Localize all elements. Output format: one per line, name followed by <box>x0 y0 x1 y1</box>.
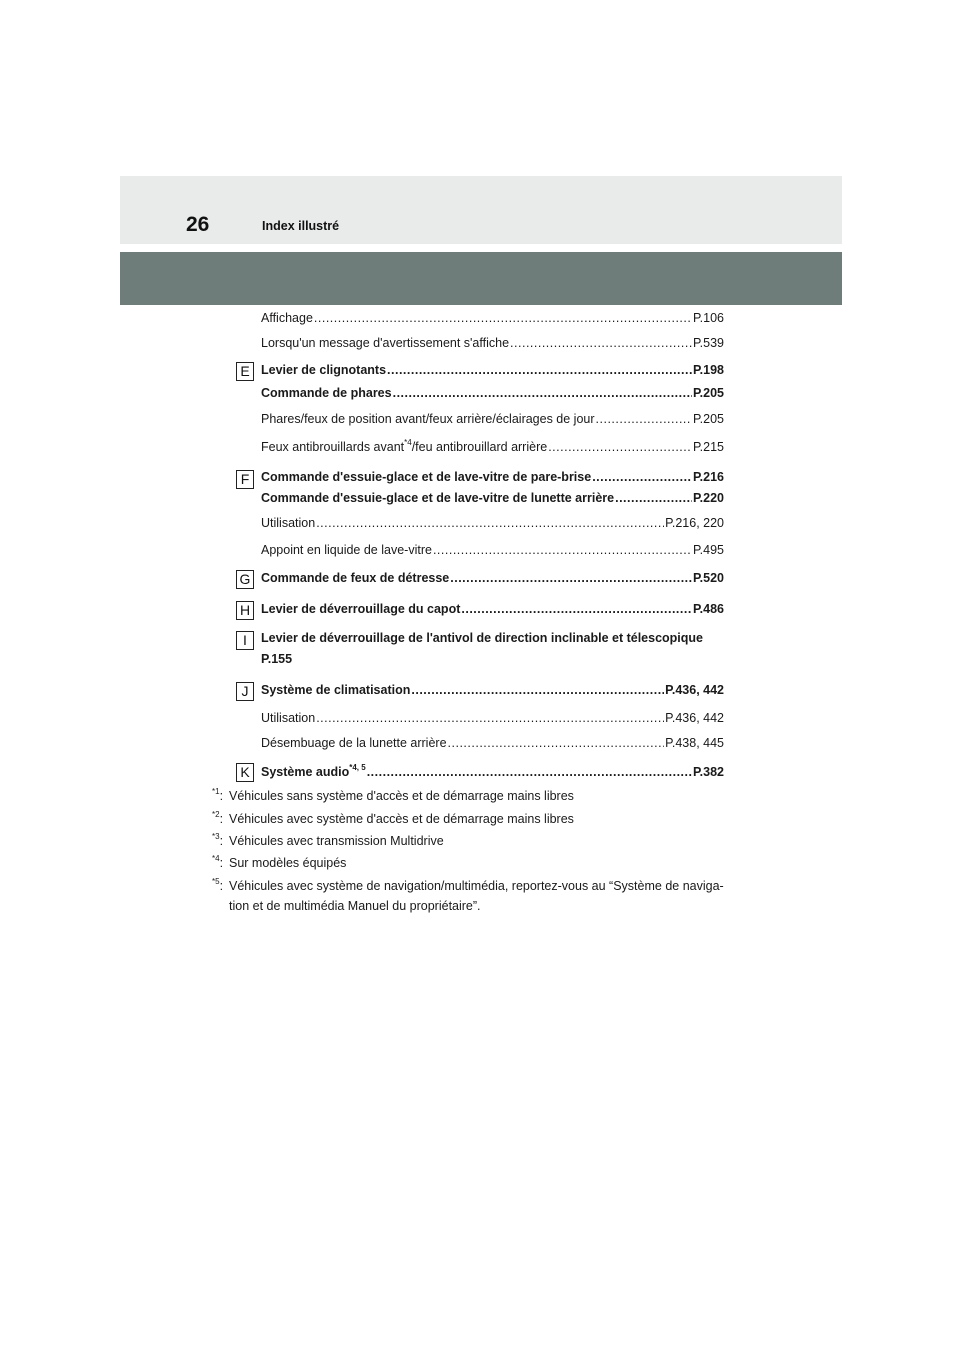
dot-leader <box>316 515 664 531</box>
index-entry[interactable] <box>261 542 724 558</box>
index-entry[interactable] <box>261 362 724 378</box>
footnote <box>212 786 752 806</box>
footnote-mark: $^{*4}$: <box>212 854 224 870</box>
footnote-mark: $^{*5}$: <box>212 877 224 893</box>
index-entry[interactable] <box>261 628 724 670</box>
footnote <box>212 853 752 873</box>
dot-leader <box>411 682 664 698</box>
footnote-number: *1 <box>212 787 220 796</box>
footnote-line: Véhicules avec système de navigation/multimédia, reportez-vous au “Système de naviga- <box>229 879 724 893</box>
dot-leader <box>596 411 692 427</box>
footnote-text: Véhicules sans système d'accès et de démarrage mains libres <box>229 789 574 803</box>
entry-page: P.106 <box>692 311 724 325</box>
entry-page: P.205 <box>692 412 724 426</box>
footnote <box>212 876 752 916</box>
section-letter-f: F <box>236 470 254 489</box>
entry-text: Affichage <box>261 311 313 325</box>
entry-text <box>261 764 366 780</box>
entry-text: Phares/feux de position avant/feux arrière/éclairages de jour <box>261 412 595 426</box>
entry-page: P.486 <box>692 602 724 616</box>
footnote-mark: $^{*2}$: <box>212 810 224 826</box>
page-number: 26 <box>186 213 210 236</box>
entry-text: Levier de clignotants <box>261 363 387 377</box>
entry-page: P.438, 445 <box>665 736 724 750</box>
entry-text: Système de climatisation <box>261 683 411 697</box>
header-band <box>120 176 842 244</box>
dot-leader <box>387 362 692 378</box>
entry-page: P.539 <box>692 336 724 350</box>
index-entry[interactable] <box>261 601 724 617</box>
section-title: Index illustré <box>262 219 340 233</box>
dot-leader <box>615 490 692 506</box>
section-letter-j: J <box>236 682 254 701</box>
index-entry[interactable] <box>261 310 724 326</box>
entry-page: P.216, 220 <box>665 516 724 530</box>
entry-page: P.215 <box>692 440 724 454</box>
index-entry[interactable] <box>261 385 724 401</box>
dot-leader <box>433 542 692 558</box>
index-entry[interactable] <box>261 469 724 485</box>
entry-text-part: /feu antibrouillard arrière <box>411 440 548 454</box>
entry-text: Utilisation <box>261 711 316 725</box>
footnote-text <box>229 876 752 916</box>
entry-page: P.220 <box>692 491 724 505</box>
header-dark-band <box>120 252 842 305</box>
entry-text: Commande d'essuie-glace et de lave-vitre de pare-brise <box>261 470 592 484</box>
section-letter-i: I <box>236 631 254 650</box>
footnote-line: tion et de multimédia Manuel du propriétaire”. <box>229 899 481 913</box>
index-entry[interactable] <box>261 335 724 351</box>
footnote-number: *2 <box>212 810 220 819</box>
entry-text: Commande d'essuie-glace et de lave-vitre de lunette arrière <box>261 491 615 505</box>
dot-leader <box>393 385 692 401</box>
dot-leader <box>448 735 665 751</box>
footnote-ref: *4 <box>404 439 412 447</box>
entry-page: P.436, 442 <box>665 711 724 725</box>
entry-page: P.205 <box>692 386 724 400</box>
footnote-ref: *4, 5 <box>349 764 366 772</box>
index-entry[interactable] <box>261 515 724 531</box>
entry-text <box>261 439 547 455</box>
dot-leader <box>548 439 692 455</box>
footnote-number: *5 <box>212 877 220 886</box>
entry-page: P.216 <box>692 470 724 484</box>
entry-text: Commande de feux de détresse <box>261 571 450 585</box>
footnote-text: Véhicules avec système d'accès et de démarrage mains libres <box>229 812 574 826</box>
entry-text: Levier de déverrouillage de l'antivol de direction inclinable et télescopique <box>261 631 703 645</box>
dot-leader <box>316 710 664 726</box>
entry-page: P.382 <box>692 765 724 779</box>
footnote-number: *4 <box>212 854 220 863</box>
entry-page: P.495 <box>692 543 724 557</box>
footnote-number: *3 <box>212 832 220 841</box>
index-entry[interactable] <box>261 411 724 427</box>
section-letter-g: G <box>236 570 254 589</box>
entry-text: Commande de phares <box>261 386 392 400</box>
footnote-mark: $^{*3}$: <box>212 832 224 848</box>
dot-leader <box>450 570 692 586</box>
entry-page: P.155 <box>261 652 293 666</box>
section-letter-h: H <box>236 601 254 620</box>
footnote-text: Sur modèles équipés <box>229 856 347 870</box>
footnote-text: Véhicules avec transmission Multidrive <box>229 834 444 848</box>
entry-text: Utilisation <box>261 516 316 530</box>
index-entry[interactable] <box>261 764 724 780</box>
section-letter-e: E <box>236 362 254 381</box>
index-entry[interactable] <box>261 710 724 726</box>
entry-text: Levier de déverrouillage du capot <box>261 602 461 616</box>
dot-leader <box>367 764 692 780</box>
entry-page: P.436, 442 <box>665 683 724 697</box>
entry-text-part: Feux antibrouillards avant <box>261 440 405 454</box>
footnote <box>212 809 752 829</box>
dot-leader <box>314 310 692 326</box>
index-entry[interactable] <box>261 682 724 698</box>
section-letter-k: K <box>236 763 254 782</box>
entry-text: Lorsqu'un message d'avertissement s'affiche <box>261 336 510 350</box>
entry-text-part: Système audio <box>261 765 350 779</box>
dot-leader <box>461 601 692 617</box>
entry-page: P.198 <box>692 363 724 377</box>
index-entry[interactable] <box>261 570 724 586</box>
entry-text: Désembuage de la lunette arrière <box>261 736 447 750</box>
footnote-mark: $^{*1}$: <box>212 787 224 803</box>
index-entry[interactable] <box>261 439 724 455</box>
footnote <box>212 831 752 851</box>
entry-page: P.520 <box>692 571 724 585</box>
entry-text: Appoint en liquide de lave-vitre <box>261 543 432 557</box>
dot-leader <box>510 335 692 351</box>
index-entry[interactable] <box>261 735 724 751</box>
dot-leader <box>592 469 692 485</box>
index-entry[interactable] <box>261 490 724 506</box>
